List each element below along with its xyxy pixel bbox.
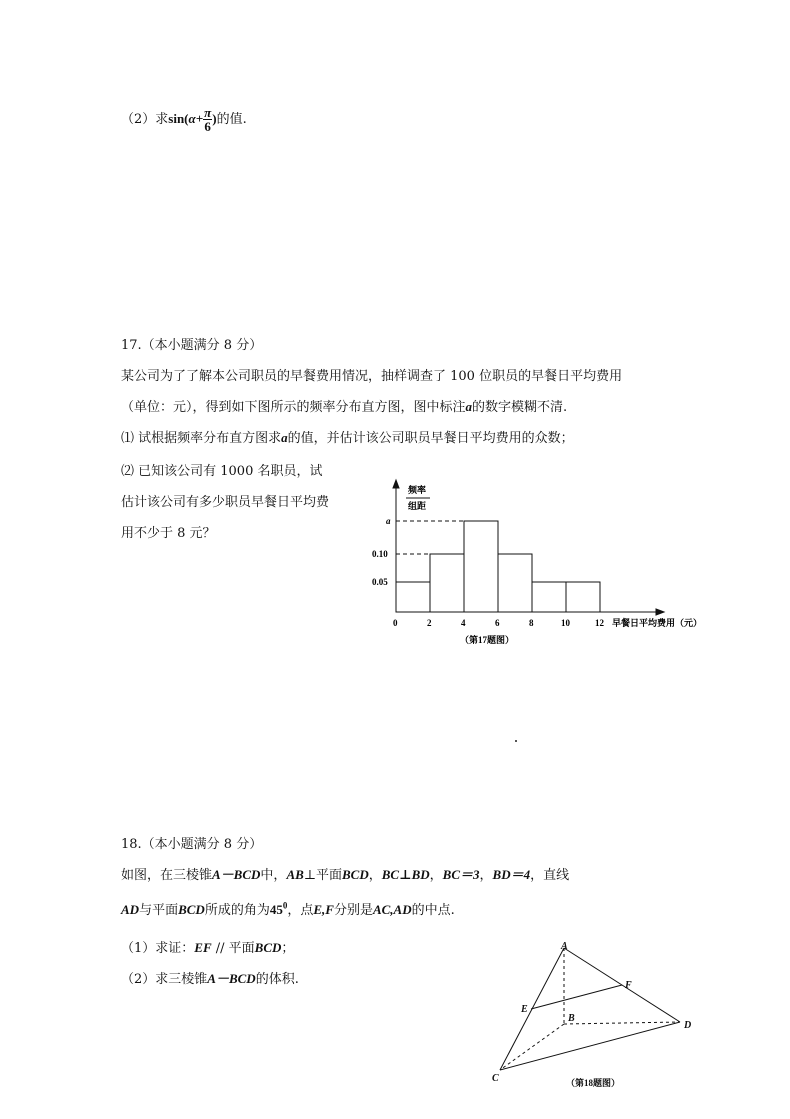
ylabel-bottom: 组距 [408,501,427,511]
q17-part2-line2: 估计该公司有多少职员早餐日平均费 [121,495,330,510]
edge-CD [500,1022,680,1070]
q18-line2 [121,899,455,918]
label-D: D [684,1020,692,1031]
x-tick-label-12: 12 [595,618,604,628]
q18-l2-m2: BCD [178,902,205,917]
q16-fraction [203,106,212,133]
q17-header: 17.（本小题满分 8 分） [121,338,263,353]
q18-l2-m1: AD [121,902,140,917]
q18-l1-m2: AB [286,867,304,882]
q18-p2-b: 的体积. [255,972,299,987]
x-tick-label-6: 6 [495,618,500,628]
q18-l2-m4: E,F [313,902,334,917]
histogram-caption: （第17题图） [460,635,515,645]
x-tick-label-4: 4 [461,618,466,628]
q18-l1-g: ，直线 [530,868,570,883]
q18-l2-d: 分别是 [333,903,373,918]
q18-l1-m4: BC⊥BD [381,867,430,882]
q17-part1-var: a [281,430,288,445]
q18-p1-c: ； [281,941,295,956]
q17-part2-line1: ⑵ 已知该公司有 1000 名职员，试 [121,464,323,479]
label-B: B [568,1013,575,1024]
x-tick-label-10: 10 [561,618,570,628]
q16-part2 [121,106,247,133]
q16-frac-den: 6 [204,119,211,134]
figure-caption: （第18题图） [566,1078,621,1088]
q18-l1-b: 中， [260,868,287,883]
histogram-bar-8-10 [532,582,566,612]
y-axis-arrow [393,480,399,488]
q16-alpha: α+ [188,111,204,126]
q18-p1-m1: EF [194,940,212,955]
q16-part2-prefix: （2）求 [121,112,169,127]
label-C: C [492,1073,499,1084]
ylabel-top: 频率 [408,485,427,495]
histogram-bar-10-12 [566,582,600,612]
edge-EF [531,985,622,1009]
edge-BD-hidden [564,1022,680,1024]
q18-l1-m1: A－BCD [212,867,261,882]
q17-part2-line3: 用不少于 8 元？ [121,526,216,541]
q18-header: 18.（本小题满分 8 分） [121,837,263,852]
histogram-bar-2-4 [430,554,464,612]
q17-line1: 某公司为了了解本公司职员的早餐费用情况，抽样调查了 100 位职员的早餐日平均费用 [121,369,623,384]
q18-l2-m5: AC,AD [372,902,412,917]
xlabel: 早餐日平均费用（元） [612,618,703,628]
q16-close: ) [212,111,217,126]
q17-line2-a: （单位：元），得到如下图所示的频率分布直方图，图中标注 [121,400,466,415]
q17-part1 [121,427,574,446]
x-axis-arrow [656,609,664,615]
q18-l1-a: 如图，在三棱锥 [121,868,213,883]
q17-line2 [121,396,567,415]
q18-p2-m1: A－BCD [207,971,256,986]
q18-l2-b: 所成的角为 [204,903,270,918]
stray-dot [515,740,517,742]
q18-l1-m6: BD＝4 [492,867,531,882]
q17-histogram [360,478,740,653]
histogram-bar-4-6 [464,521,498,612]
q18-l2-e: 的中点. [411,903,455,918]
q16-frac-num: π [204,105,212,120]
y-tick-label-a: a [386,516,391,526]
x-tick-label-2: 2 [427,618,432,628]
q18-p1-a: （1）求证： [121,941,195,956]
q18-figure [488,938,708,1098]
q16-part2-suffix: 的值. [216,112,247,127]
histogram-bar-0-2 [396,582,430,612]
q18-p1-b: // 平面 [211,941,255,956]
q17-part1-a: ⑴ 试根据频率分布直方图求 [121,431,282,446]
histogram-bar-6-8 [498,554,532,612]
q18-p1-m2: BCD [254,940,282,955]
edge-BC-hidden [500,1024,564,1070]
q18-line1 [121,864,569,883]
q18-l1-m3: BCD [342,867,369,882]
q18-l2-a: 与平面 [139,903,179,918]
q18-l1-m5: BC＝3 [442,867,480,882]
q17-line2-var: a [465,399,473,414]
q18-l2-m3: 45 [269,902,283,917]
q17-part1-b: 的值，并估计该公司职员早餐日平均费用的众数； [287,431,574,446]
q17-line2-b: 的数字模糊不清. [472,400,568,415]
q18-p2-a: （2）求三棱锥 [121,972,208,987]
x-tick-label-8: 8 [529,618,534,628]
label-F: F [625,980,632,991]
q18-part2 [121,968,299,987]
x-tick-label-0: 0 [393,618,398,628]
label-A: A [561,941,568,952]
y-tick-label-0.10: 0.10 [372,549,388,559]
label-E: E [521,1004,528,1015]
y-tick-label-0.05: 0.05 [372,577,388,587]
q18-l2-sup: 0 [282,900,288,911]
q18-l2-c: ，点 [287,903,314,918]
q18-l1-e: ， [429,868,443,883]
q18-l1-f: ， [479,868,493,883]
q16-sin: sin( [168,111,189,126]
q18-l1-d: ， [368,868,382,883]
q18-l1-c: ⊥平面 [303,868,343,883]
q18-part1 [121,937,294,956]
